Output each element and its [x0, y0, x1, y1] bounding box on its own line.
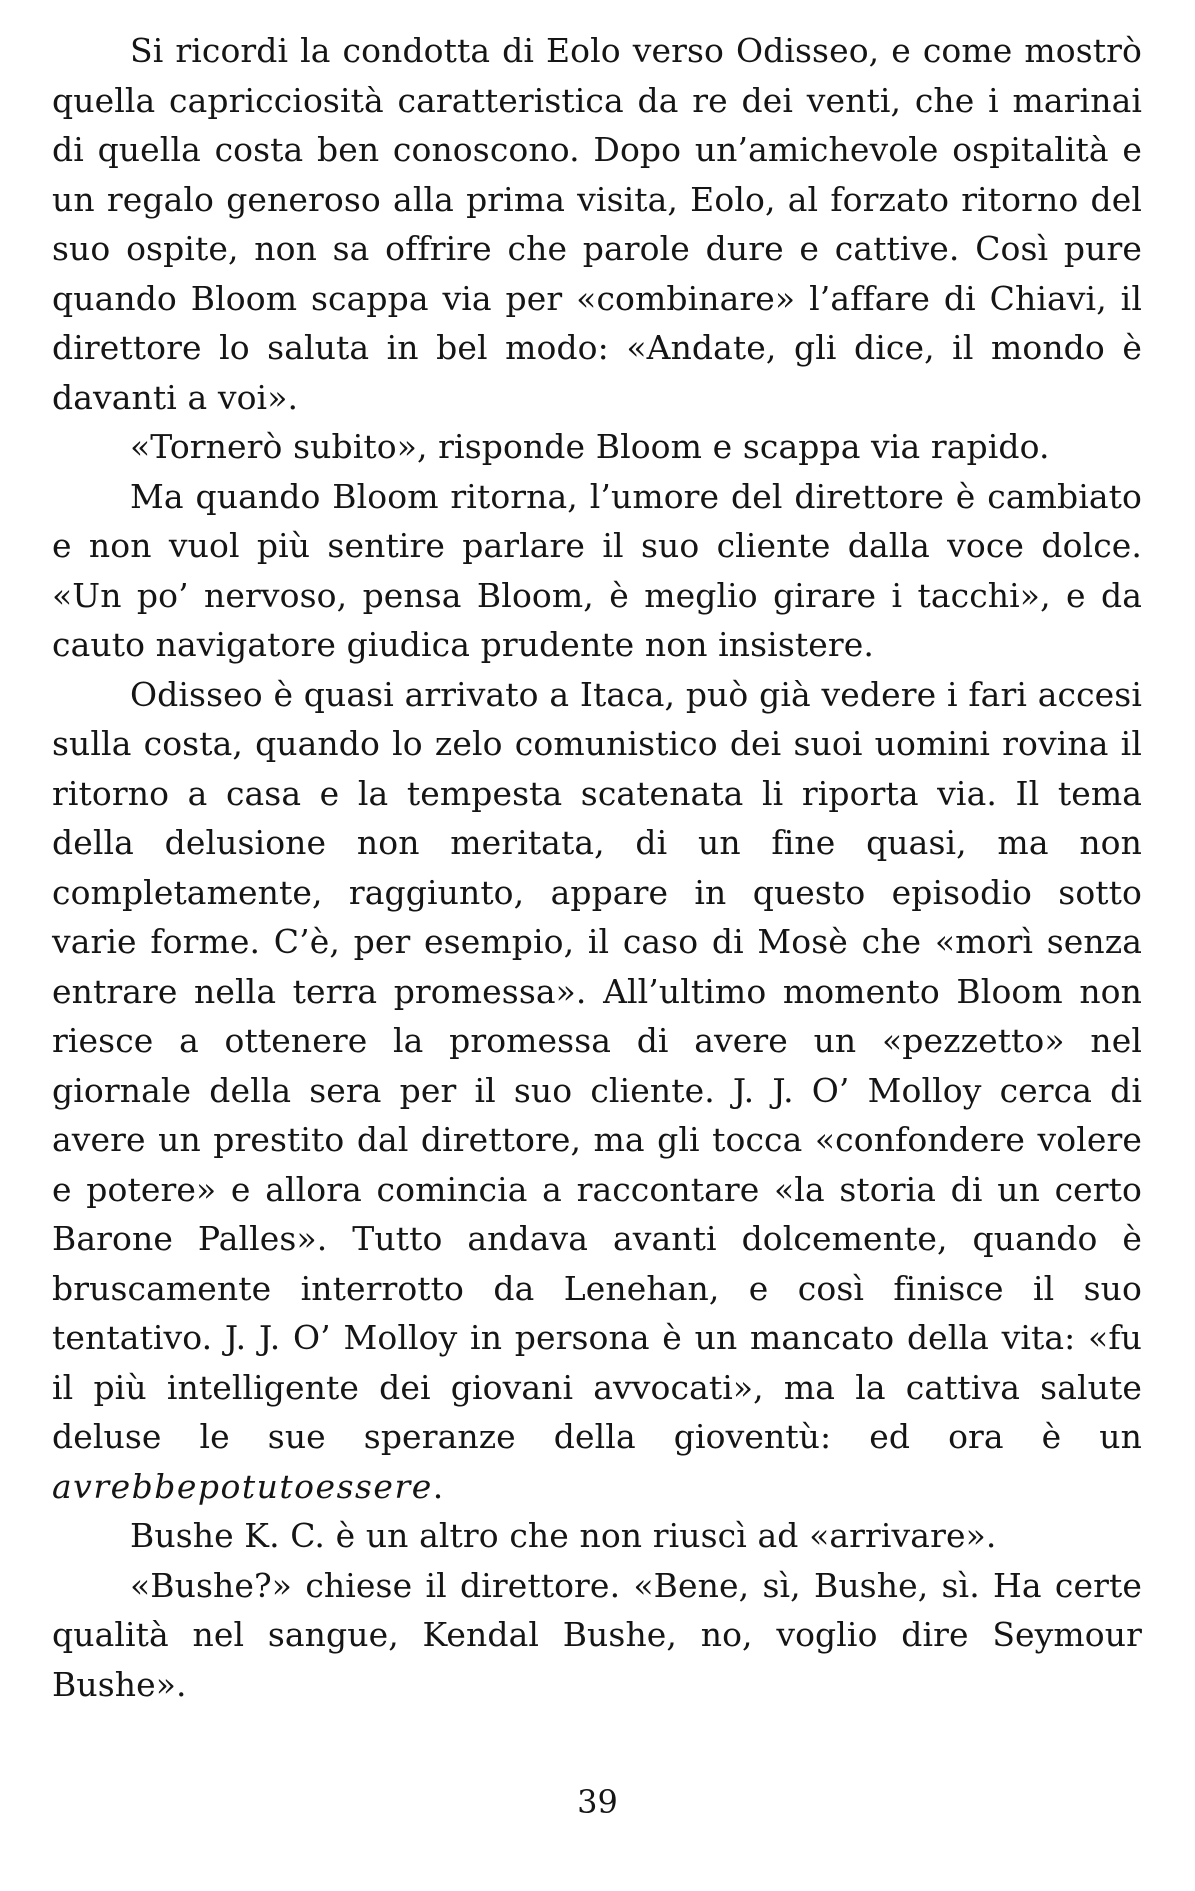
paragraph-odisseo-text: Odisseo è quasi arrivato a Itaca, può già vedere i fari accesi sulla costa, quando lo zelo comunistico dei suoi uomini rovina il ritorno a casa e la tempesta scatenata li riporta via. Il tema della delusione non meritata, di un fine quasi, ma non completamente, raggiunto, appare in questo episodio sotto varie forme. C’è, per esempio, il caso di Mosè che «morì senza entrare nella terra promessa». All’ultimo momento Bloom non riesce a ottenere la promessa di avere un «pezzetto» nel giornale della sera per il suo cliente. J. J. O’ Molloy cerca di avere un prestito dal direttore, ma gli tocca «confondere volere e potere» e allora comincia a raccontare «la storia di un certo Barone Palles». Tutto andava avanti dolcemente, quando è bruscamente interrotto da Lenehan, e così finisce il suo tentativo. J. J. O’ Molloy in persona è un mancato della vita: «fu il più intelligente dei giovani avvocati», ma la cattiva salute deluse le sue speranze della gioventù: ed ora è un	[52, 674, 1142, 1456]
italic-avrebbepotutoessere: avrebbepotutoessere	[52, 1466, 433, 1506]
paragraph-bushe-direttore: «Bushe?» chiese il direttore. «Bene, sì, Bushe, sì. Ha certe qualità nel sangue, Kendal Bushe, no, voglio dire Seymour Bushe».	[52, 1565, 1142, 1704]
paragraph-eolo: Si ricordi la condotta di Eolo verso Odisseo, e come mostrò quella capricciosità caratteristica da re dei venti, che i marinai di quella costa ben conoscono. Dopo un’amichevole ospitalità e un regalo generoso alla prima visita, Eolo, al forzato ritorno del suo ospite, non sa offrire che parole dure e cattive. Così pure quando Bloom scappa via per «combinare» l’affare di Chiavi, il direttore lo saluta in bel modo: «Andate, gli dice, il mondo è davanti a voi».	[52, 31, 1142, 417]
paragraph-odisseo-itaca	[52, 670, 1142, 1512]
page-body	[52, 26, 1142, 1709]
page-number: 39	[577, 1783, 618, 1821]
paragraph-umore-direttore: Ma quando Bloom ritorna, l’umore del direttore è cambiato e non vuol più sentire parlare il suo cliente dalla voce dolce. «Un po’ nervoso, pensa Bloom, è meglio girare i tacchi», e da cauto navigatore giudica prudente non insistere.	[52, 476, 1142, 664]
paragraph-bushe-kc: Bushe K. C. è un altro che non riuscì ad «arrivare».	[130, 1516, 997, 1555]
paragraph-odisseo-end: .	[432, 1466, 444, 1506]
paragraph-tornero-subito: «Tornerò subito», risponde Bloom e scappa via rapido.	[130, 427, 1050, 466]
